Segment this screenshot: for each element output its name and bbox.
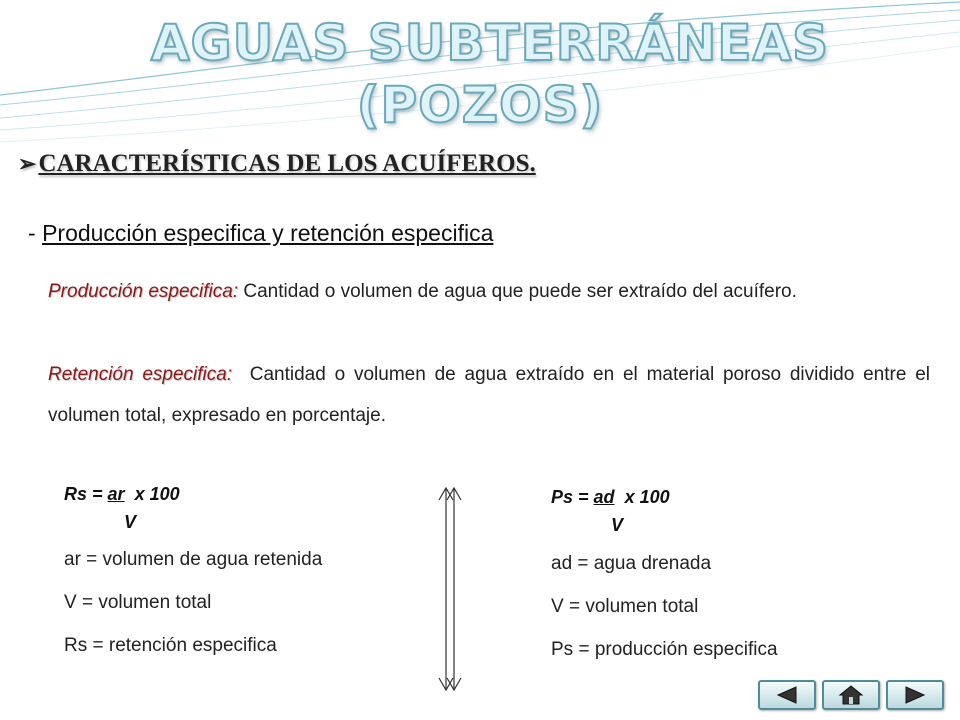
right-formula-rhs: x 100 (624, 487, 670, 507)
prev-slide-button[interactable] (758, 680, 816, 710)
left-formula-rhs: x 100 (134, 484, 180, 504)
page-title-line2: (POZOS) (356, 76, 604, 134)
definition-retencion-term: Retención especifica: (48, 364, 233, 385)
left-formula-numerator: ar (107, 484, 125, 504)
right-var-3: Ps = producción especifica (551, 639, 778, 660)
right-formula-numerator: ad (593, 487, 615, 507)
right-var-1: ad = agua drenada (551, 553, 712, 574)
right-formula-denominator: V (611, 515, 624, 535)
left-formula-line (64, 484, 180, 505)
left-var-1: ar = volumen de agua retenida (64, 549, 323, 570)
subheading-text: Producción especifica y retención especifica (42, 220, 494, 246)
definition-retencion (48, 354, 930, 436)
subheading (28, 220, 493, 247)
triangle-left-icon (774, 685, 800, 705)
definition-produccion-term: Producción especifica: (48, 281, 239, 302)
double-arrow-divider (436, 484, 464, 694)
left-formula-denominator: V (124, 512, 137, 532)
right-formula-line (551, 487, 670, 508)
arrow-bullet-icon: ➢ (18, 151, 37, 176)
right-var-2: V = volumen total (551, 596, 699, 617)
definition-produccion (48, 271, 930, 312)
section-heading-text: CARACTERÍSTICAS DE LOS ACUÍFEROS. (38, 150, 536, 177)
home-icon (838, 684, 864, 706)
definition-retencion-text: Cantidad o volumen de agua extraído en el material poroso dividido entre el volumen total, expresado en porcentaje. (48, 364, 930, 426)
section-heading (18, 150, 536, 178)
next-slide-button[interactable] (886, 680, 944, 710)
right-formula-lhs: Ps = (551, 487, 589, 507)
slide-navigation (758, 680, 944, 710)
home-button[interactable] (822, 680, 880, 710)
triangle-right-icon (902, 685, 928, 705)
left-formula-lhs: Rs = (64, 484, 103, 504)
definition-produccion-text: Cantidad o volumen de agua que puede ser extraído del acuífero. (243, 281, 797, 302)
subheading-dash: - (28, 220, 43, 246)
page-title-line1: AGUAS SUBTERRÁNEAS (150, 14, 830, 72)
left-var-2: V = volumen total (64, 592, 212, 613)
left-var-3: Rs = retención especifica (64, 635, 277, 656)
